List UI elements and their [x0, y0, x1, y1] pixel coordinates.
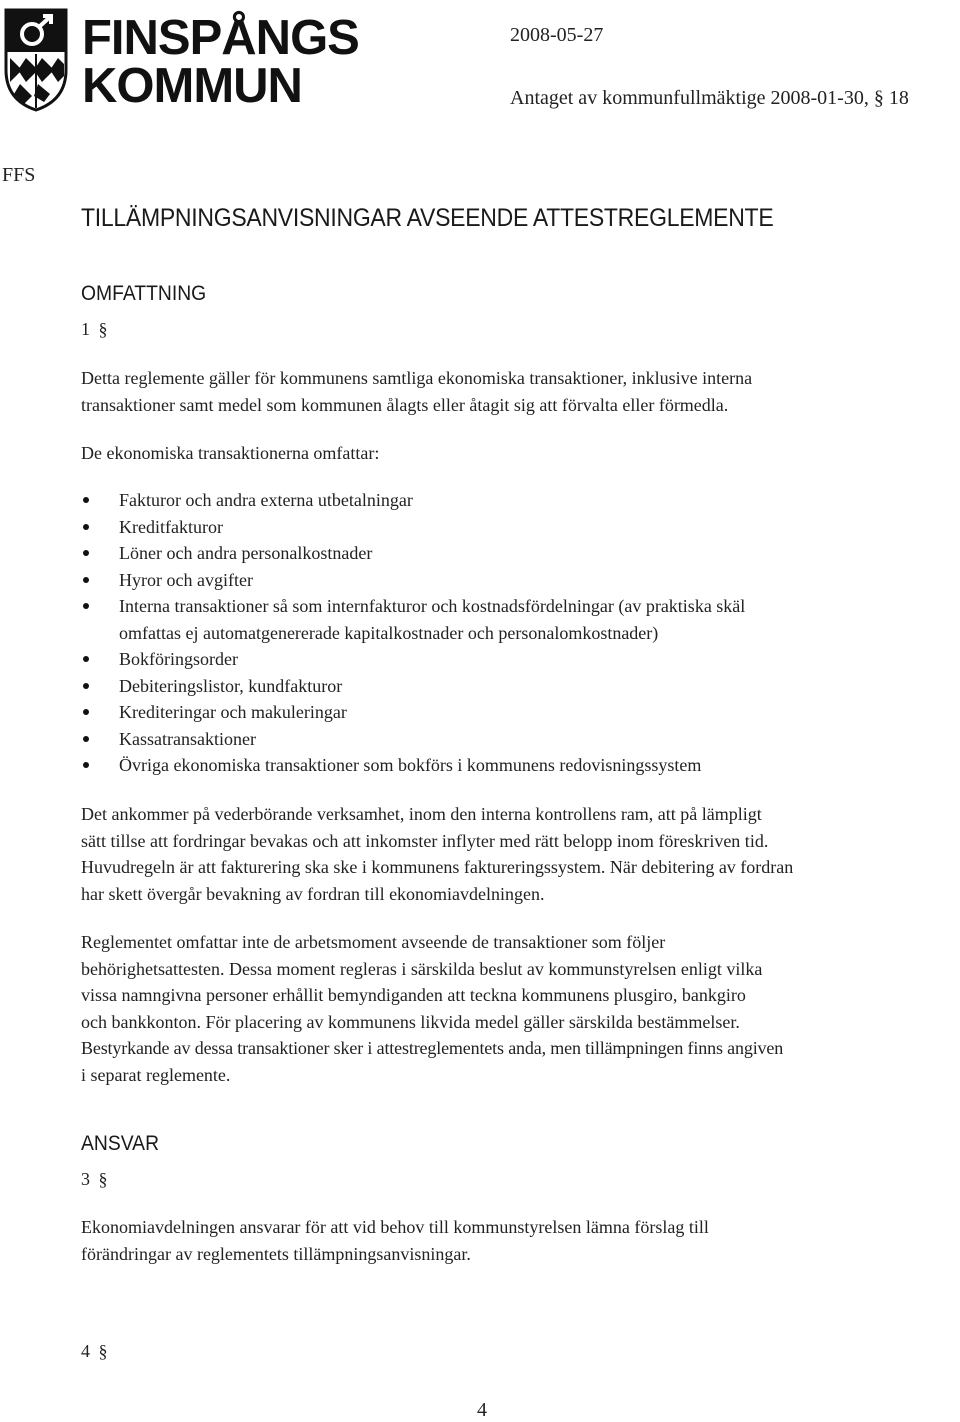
- adoption-number: 18: [888, 87, 909, 109]
- section-heading-omfattning: OMFATTNING: [81, 282, 207, 305]
- list-item: Krediteringar och makuleringar: [81, 699, 745, 726]
- text-line: vissa namngivna personer erhållit bemyndiganden att teckna kommunens plusgiro, bankgiro: [81, 985, 746, 1005]
- section-sign: §: [873, 87, 884, 109]
- document-date: 2008-05-27: [510, 24, 604, 46]
- text-line: behörighetsattesten. Dessa moment regleras i särskilda beslut av kommunstyrelsen enligt vilka: [81, 958, 763, 979]
- adoption-note: [510, 85, 909, 112]
- list-item: Hyror och avgifter: [81, 567, 745, 594]
- paragraph-number: 4 §: [81, 1341, 108, 1361]
- text-line: Detta reglemente gäller för kommunens samtliga ekonomiska transaktioner, inklusive interna: [81, 368, 753, 388]
- text-line: Det ankommer på vederbörande verksamhet, inom den interna kontrollens ram, att på lämpligt: [81, 804, 762, 824]
- adoption-text: Antaget av kommunfullmäktige 2008-01-30,: [510, 87, 869, 109]
- text-line: i separat reglemente.: [81, 1064, 231, 1085]
- text-line: har skett övergår bevakning av fordran till ekonomiavdelningen.: [81, 883, 545, 904]
- text-line: Bestyrkande av dessa transaktioner sker i attestreglementets anda, men tillämpningen finns angiven: [81, 1038, 784, 1058]
- section-heading-ansvar: ANSVAR: [81, 1132, 160, 1155]
- text-line: och bankkonton. För placering av kommunens likvida medel gäller särskilda bestämmelser.: [81, 1011, 740, 1032]
- paragraph-responsibility: [81, 1214, 709, 1267]
- logo-line-2: KOMMUN: [82, 59, 302, 113]
- paragraph-number: 1 §: [81, 319, 108, 339]
- list-item: Övriga ekonomiska transaktioner som bokförs i kommunens redovisningssystem: [81, 752, 745, 779]
- list-item: Löner och andra personalkostnader: [81, 540, 745, 567]
- text-line: Ekonomiavdelningen ansvarar för att vid behov till kommunstyrelsen lämna förslag till: [81, 1217, 709, 1237]
- document-title: TILLÄMPNINGSANVISNINGAR AVSEENDE ATTESTREGLEMENTE: [81, 204, 774, 232]
- list-item: Debiteringslistor, kundfakturor: [81, 673, 745, 700]
- list-item: Bokföringsorder: [81, 646, 745, 673]
- list-intro: De ekonomiska transaktionerna omfattar:: [81, 443, 380, 463]
- list-item: Kreditfakturor: [81, 514, 745, 541]
- section-sign: §: [98, 319, 108, 339]
- paragraph-number: 3 §: [81, 1169, 108, 1189]
- text-line: sätt tillse att fordringar bevakas och att inkomster inflyter med rätt belopp inom föreskriven tid.: [81, 830, 769, 851]
- page-number: 4: [477, 1399, 487, 1421]
- paragraph-exclusions: [81, 929, 783, 1088]
- paragraph-scope: [81, 365, 752, 418]
- text-line: transaktioner samt medel som kommunen ålagts eller åtagit sig att förvalta eller förmedla.: [81, 394, 729, 415]
- coat-of-arms-icon: [4, 8, 68, 112]
- logo-line-1: FINSPÅNGS: [82, 11, 359, 65]
- section-sign: §: [98, 1169, 108, 1189]
- paragraph-receivables: [81, 801, 793, 907]
- section-sign: §: [98, 1341, 108, 1361]
- ffs-label: FFS: [2, 164, 36, 186]
- municipality-logo: [4, 8, 384, 112]
- list-item-continuation: omfattas ej automatgenererade kapitalkostnader och personalomkostnader): [119, 622, 659, 643]
- text-line: Reglementet omfattar inte de arbetsmoment avseende de transaktioner som följer: [81, 932, 666, 952]
- list-item: Fakturor och andra externa utbetalningar: [81, 487, 745, 514]
- transaction-list: [81, 487, 745, 779]
- list-item: Interna transaktioner så som internfakturor och kostnadsfördelningar (av praktiska skäl: [81, 593, 745, 620]
- text-line: förändringar av reglementets tillämpningsanvisningar.: [81, 1243, 471, 1264]
- text-line: Huvudregeln är att fakturering ska ske i kommunens faktureringssystem. När debitering av fordran: [81, 857, 794, 877]
- list-item: Kassatransaktioner: [81, 726, 745, 753]
